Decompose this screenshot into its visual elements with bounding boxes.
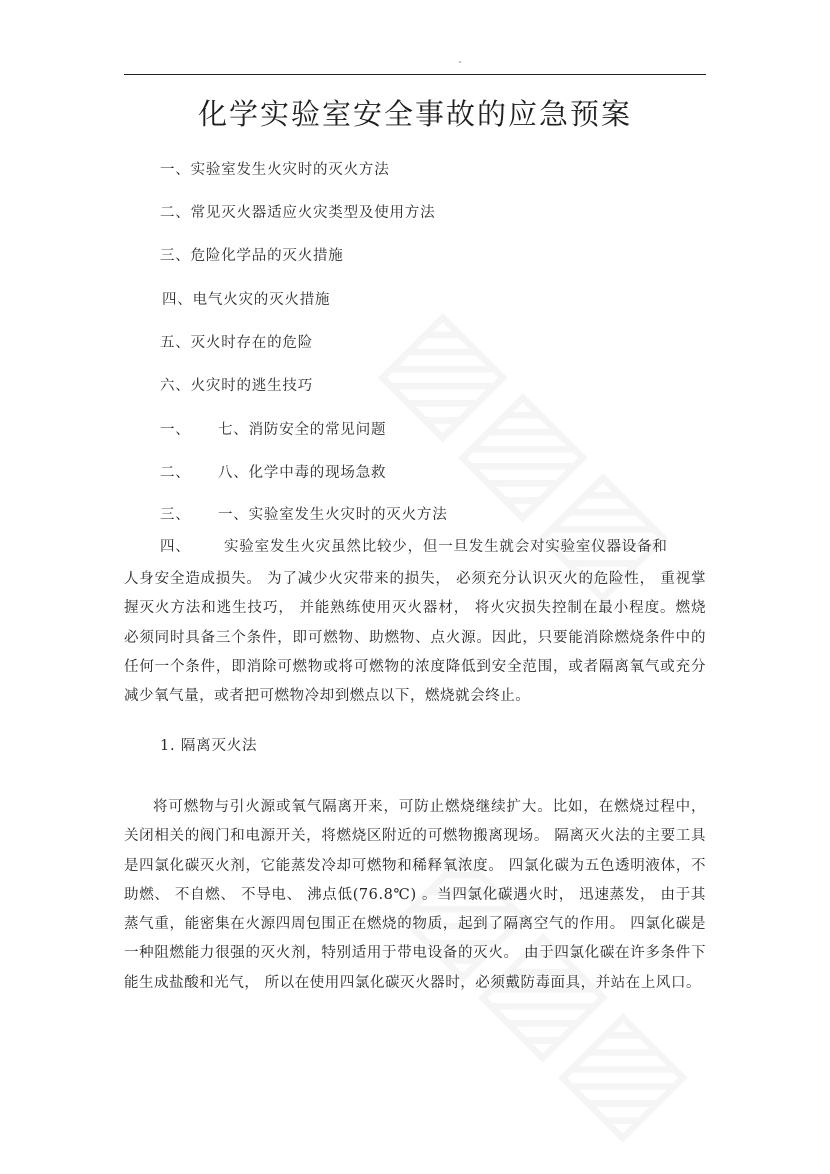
paragraph bbox=[124, 565, 706, 711]
section-heading bbox=[160, 503, 448, 524]
toc-item bbox=[162, 288, 330, 309]
paragraph-first-line-text: 实验室发生火灾虽然比较少，但一旦发生就会对实验室仪器设备和 bbox=[224, 539, 668, 555]
section-heading-text: 一、实验室发生火灾时的灭火方法 bbox=[218, 507, 448, 523]
header-mark: ¨ bbox=[458, 61, 462, 70]
toc-item bbox=[160, 331, 313, 352]
toc-item bbox=[160, 201, 435, 222]
toc-item bbox=[160, 374, 313, 395]
toc-item bbox=[160, 158, 390, 179]
toc-item-number: 一、 bbox=[160, 422, 191, 438]
paragraph bbox=[124, 793, 706, 998]
paragraph-text: 将可燃物与引火源或氧气隔离开来，可防止燃烧继续扩大。比如，在燃烧过程中， 关闭相关的阀门和电源开关，将燃烧区附近的可燃物搬离现场。 隔离灭火法的主要工具是四氯化碳灭火剂，它能蒸发冷却可燃物和稀释氧浓度。 四氯化碳为五色透明液体，不助燃、 不自燃、 不导电、 沸点低(76.8℃) 。当四氯化碳遇火时， 迅速蒸发， 由于其蒸气重，能密集在火源四周包围正在燃烧的物质，起到了隔离空气的作用。 四氯化碳是一种阻燃能力很强的灭火剂，特别适用于带电设备的灭火。 由于四氯化碳在许多条件下能生成盐酸和光气， 所以在使用四氯化碳灭火器时，必须戴防毒面具，并站在上风口。 bbox=[124, 799, 706, 991]
toc-item bbox=[160, 418, 386, 439]
toc-item bbox=[160, 244, 344, 265]
paragraph-number: 四、 bbox=[160, 539, 191, 555]
toc-item-number: 三、 bbox=[160, 507, 191, 523]
toc-item-number: 二、 bbox=[160, 465, 191, 481]
toc-item-text: 二、常见灭火器适应火灾类型及使用方法 bbox=[160, 205, 436, 221]
toc-item-text: 三、危险化学品的灭火措施 bbox=[160, 248, 344, 264]
toc-item-text: 六、火灾时的逃生技巧 bbox=[160, 378, 313, 394]
subsection-heading: 1. 隔离灭火法 bbox=[160, 738, 258, 754]
page-title: 化学实验室安全事故的应急预案 bbox=[197, 97, 632, 131]
toc-item-text: 八、化学中毒的现场急救 bbox=[218, 465, 387, 481]
paragraph-first-line bbox=[160, 535, 668, 556]
toc-item bbox=[160, 461, 386, 482]
header-rule bbox=[124, 74, 706, 75]
toc-item-text: 七、消防安全的常见问题 bbox=[218, 422, 387, 438]
toc-item-text: 四、电气火灾的灭火措施 bbox=[162, 292, 331, 308]
paragraph-text: 人身安全造成损失。 为了减少火灾带来的损失， 必须充分认识灭火的危险性， 重视掌握灭火方法和逃生技巧， 并能熟练使用灭火器材， 将火灾损失控制在最小程度。燃烧必须同时具备三个条件，即可燃物、助燃物、点火源。因此，只要能消除燃烧条件中的任何一个条件，即消除可燃物或将可燃物的浓度降低到安全范围，或者隔离氧气或充分减少氧气量，或者把可燃物冷却到燃点以下，燃烧就会终止。 bbox=[124, 571, 706, 705]
toc-item-text: 五、灭火时存在的危险 bbox=[160, 335, 313, 351]
toc-item-text: 一、实验室发生火灾时的灭火方法 bbox=[160, 162, 390, 178]
